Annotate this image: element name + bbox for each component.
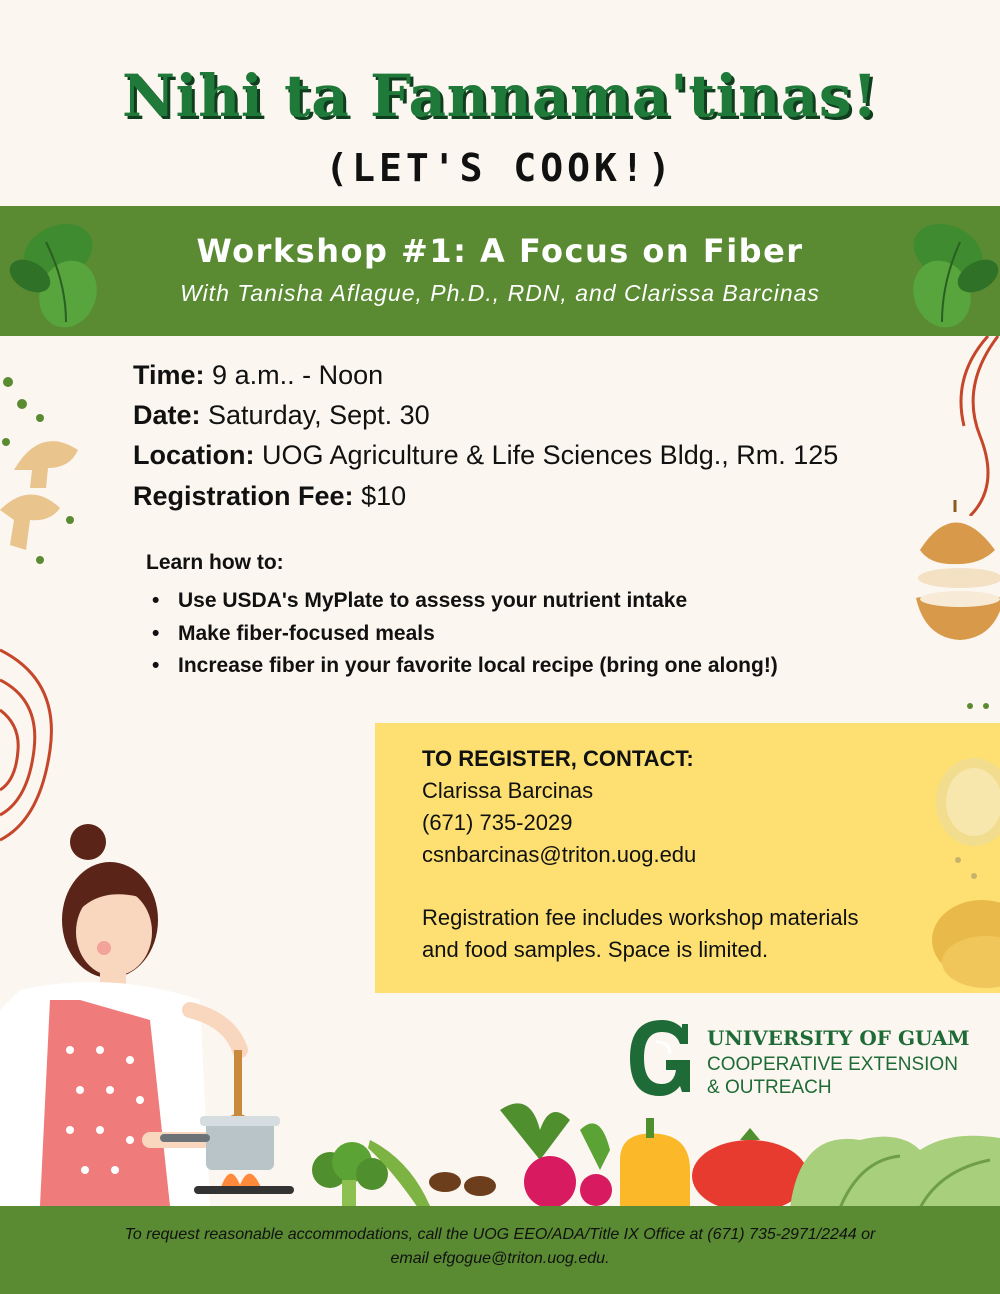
list-item: • Make fiber-focused meals: [148, 621, 778, 654]
swirl-decoration-icon-right: [940, 336, 1000, 516]
university-department-line2: & OUTREACH: [707, 1077, 832, 1098]
register-contact-name: Clarissa Barcinas: [422, 778, 594, 803]
learn-heading: Learn how to:: [146, 551, 284, 574]
detail-location: Location: UOG Agriculture & Life Sciences Bldg., Rm. 125: [133, 440, 839, 470]
footer-text: [40, 1223, 960, 1271]
footer-line1: To request reasonable accommodations, call the UOG EEO/ADA/Title IX Office at (671) 735-2971/2244 or: [124, 1226, 876, 1243]
basil-leaf-icon-right: [902, 212, 1000, 332]
register-phone[interactable]: (671) 735-2029: [422, 810, 573, 835]
potato-icon: [930, 700, 1000, 1000]
detail-time: Time: 9 a.m.. - Noon: [133, 360, 384, 390]
onion-icon: [910, 500, 1000, 650]
workshop-presenters: With Tanisha Aflague, Ph.D., RDN, and Clarissa Barcinas: [180, 280, 820, 306]
register-note-line2: and food samples. Space is limited.: [422, 937, 769, 962]
workshop-title: Workshop #1: A Focus on Fiber: [196, 232, 804, 270]
footer-line2: email efgogue@triton.uog.edu.: [390, 1250, 610, 1267]
university-department-line1: COOPERATIVE EXTENSION: [707, 1054, 958, 1075]
detail-date: Date: Saturday, Sept. 30: [133, 400, 430, 430]
mushroom-icon: [0, 370, 95, 570]
university-name: UNIVERSITY OF GUAM: [707, 1026, 970, 1050]
detail-fee: Registration Fee: $10: [133, 481, 407, 511]
vegetables-illustration-icon: [300, 1090, 1000, 1208]
university-of-guam-logo-icon: [626, 1018, 696, 1098]
basil-leaf-icon-left: [6, 212, 106, 332]
poster-title: Nihi ta Fannama'tinas!: [122, 62, 878, 130]
register-heading: TO REGISTER, CONTACT:: [422, 746, 694, 771]
register-email[interactable]: csnbarcinas@triton.uog.edu: [422, 842, 697, 867]
learn-list: [148, 588, 778, 686]
register-note-line1: Registration fee includes workshop materials: [422, 905, 859, 930]
list-item: • Increase fiber in your favorite local recipe (bring one along!): [148, 653, 778, 686]
poster-subtitle: (LET'S COOK!): [325, 146, 675, 190]
list-item: • Use USDA's MyPlate to assess your nutrient intake: [148, 588, 778, 621]
workshop-banner: [0, 206, 1000, 336]
cook-illustration-icon: [0, 820, 300, 1206]
